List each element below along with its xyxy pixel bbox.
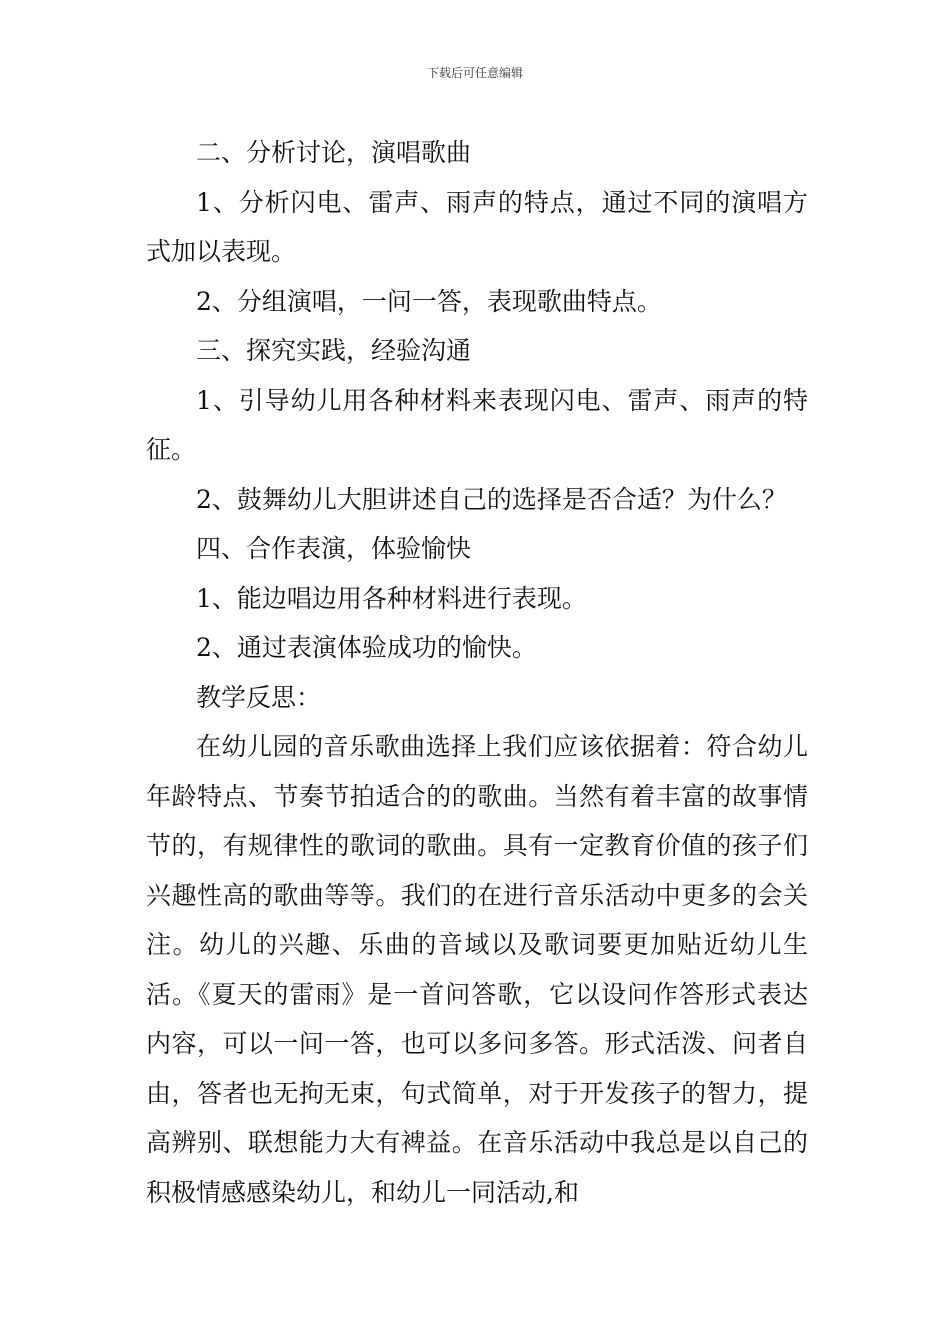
page-header: 下载后可任意编辑 <box>426 66 523 80</box>
paragraph: 2、分组演唱，一问一答，表现歌曲特点。 <box>196 286 662 316</box>
section-heading-2: 二、分析讨论，演唱歌曲 <box>196 138 472 167</box>
document-body <box>146 128 808 1217</box>
section-heading-3: 三、探究实践，经验沟通 <box>196 336 472 365</box>
paragraph: 2、通过表演体验成功的愉快。 <box>196 633 537 662</box>
paragraph: 1、能边唱边用各种材料进行表现。 <box>196 583 587 613</box>
paragraph: 1、分析闪电、雷声、雨声的特点，通过不同的演唱方式加以表现。 <box>146 187 808 266</box>
paragraph: 1、引导幼儿用各种材料来表现闪电、雷声、雨声的特征。 <box>146 385 808 464</box>
reflection-heading: 教学反思： <box>196 682 322 712</box>
section-heading-4: 四、合作表演，体验愉快 <box>196 534 472 563</box>
reflection-paragraph: 在幼儿园的音乐歌曲选择上我们应该依据着：符合幼儿年龄特点、节奏节拍适合的的歌曲。当然有着丰富的故事情节的，有规律性的歌词的歌曲。具有一定教育价值的孩子们兴趣性高的歌曲等等。我们的在进行音乐活动中更多的会关注。幼儿的兴趣、乐曲的音域以及歌词要更加贴近幼儿生活。《夏天的雷雨》是一首问答歌，它以设问作答形式表达内容，可以一问一答，也可以多问多答。形式活泼、问者自由，答者也无拘无束，句式简单，对于开发孩子的智力，提高辨别、联想能力大有裨益。在音乐活动中我总是以自己的积极情感感染幼儿，和幼儿一同活动,和 <box>146 732 808 1207</box>
paragraph: 2、鼓舞幼儿大胆讲述自己的选择是否合适？为什么？ <box>196 484 787 514</box>
